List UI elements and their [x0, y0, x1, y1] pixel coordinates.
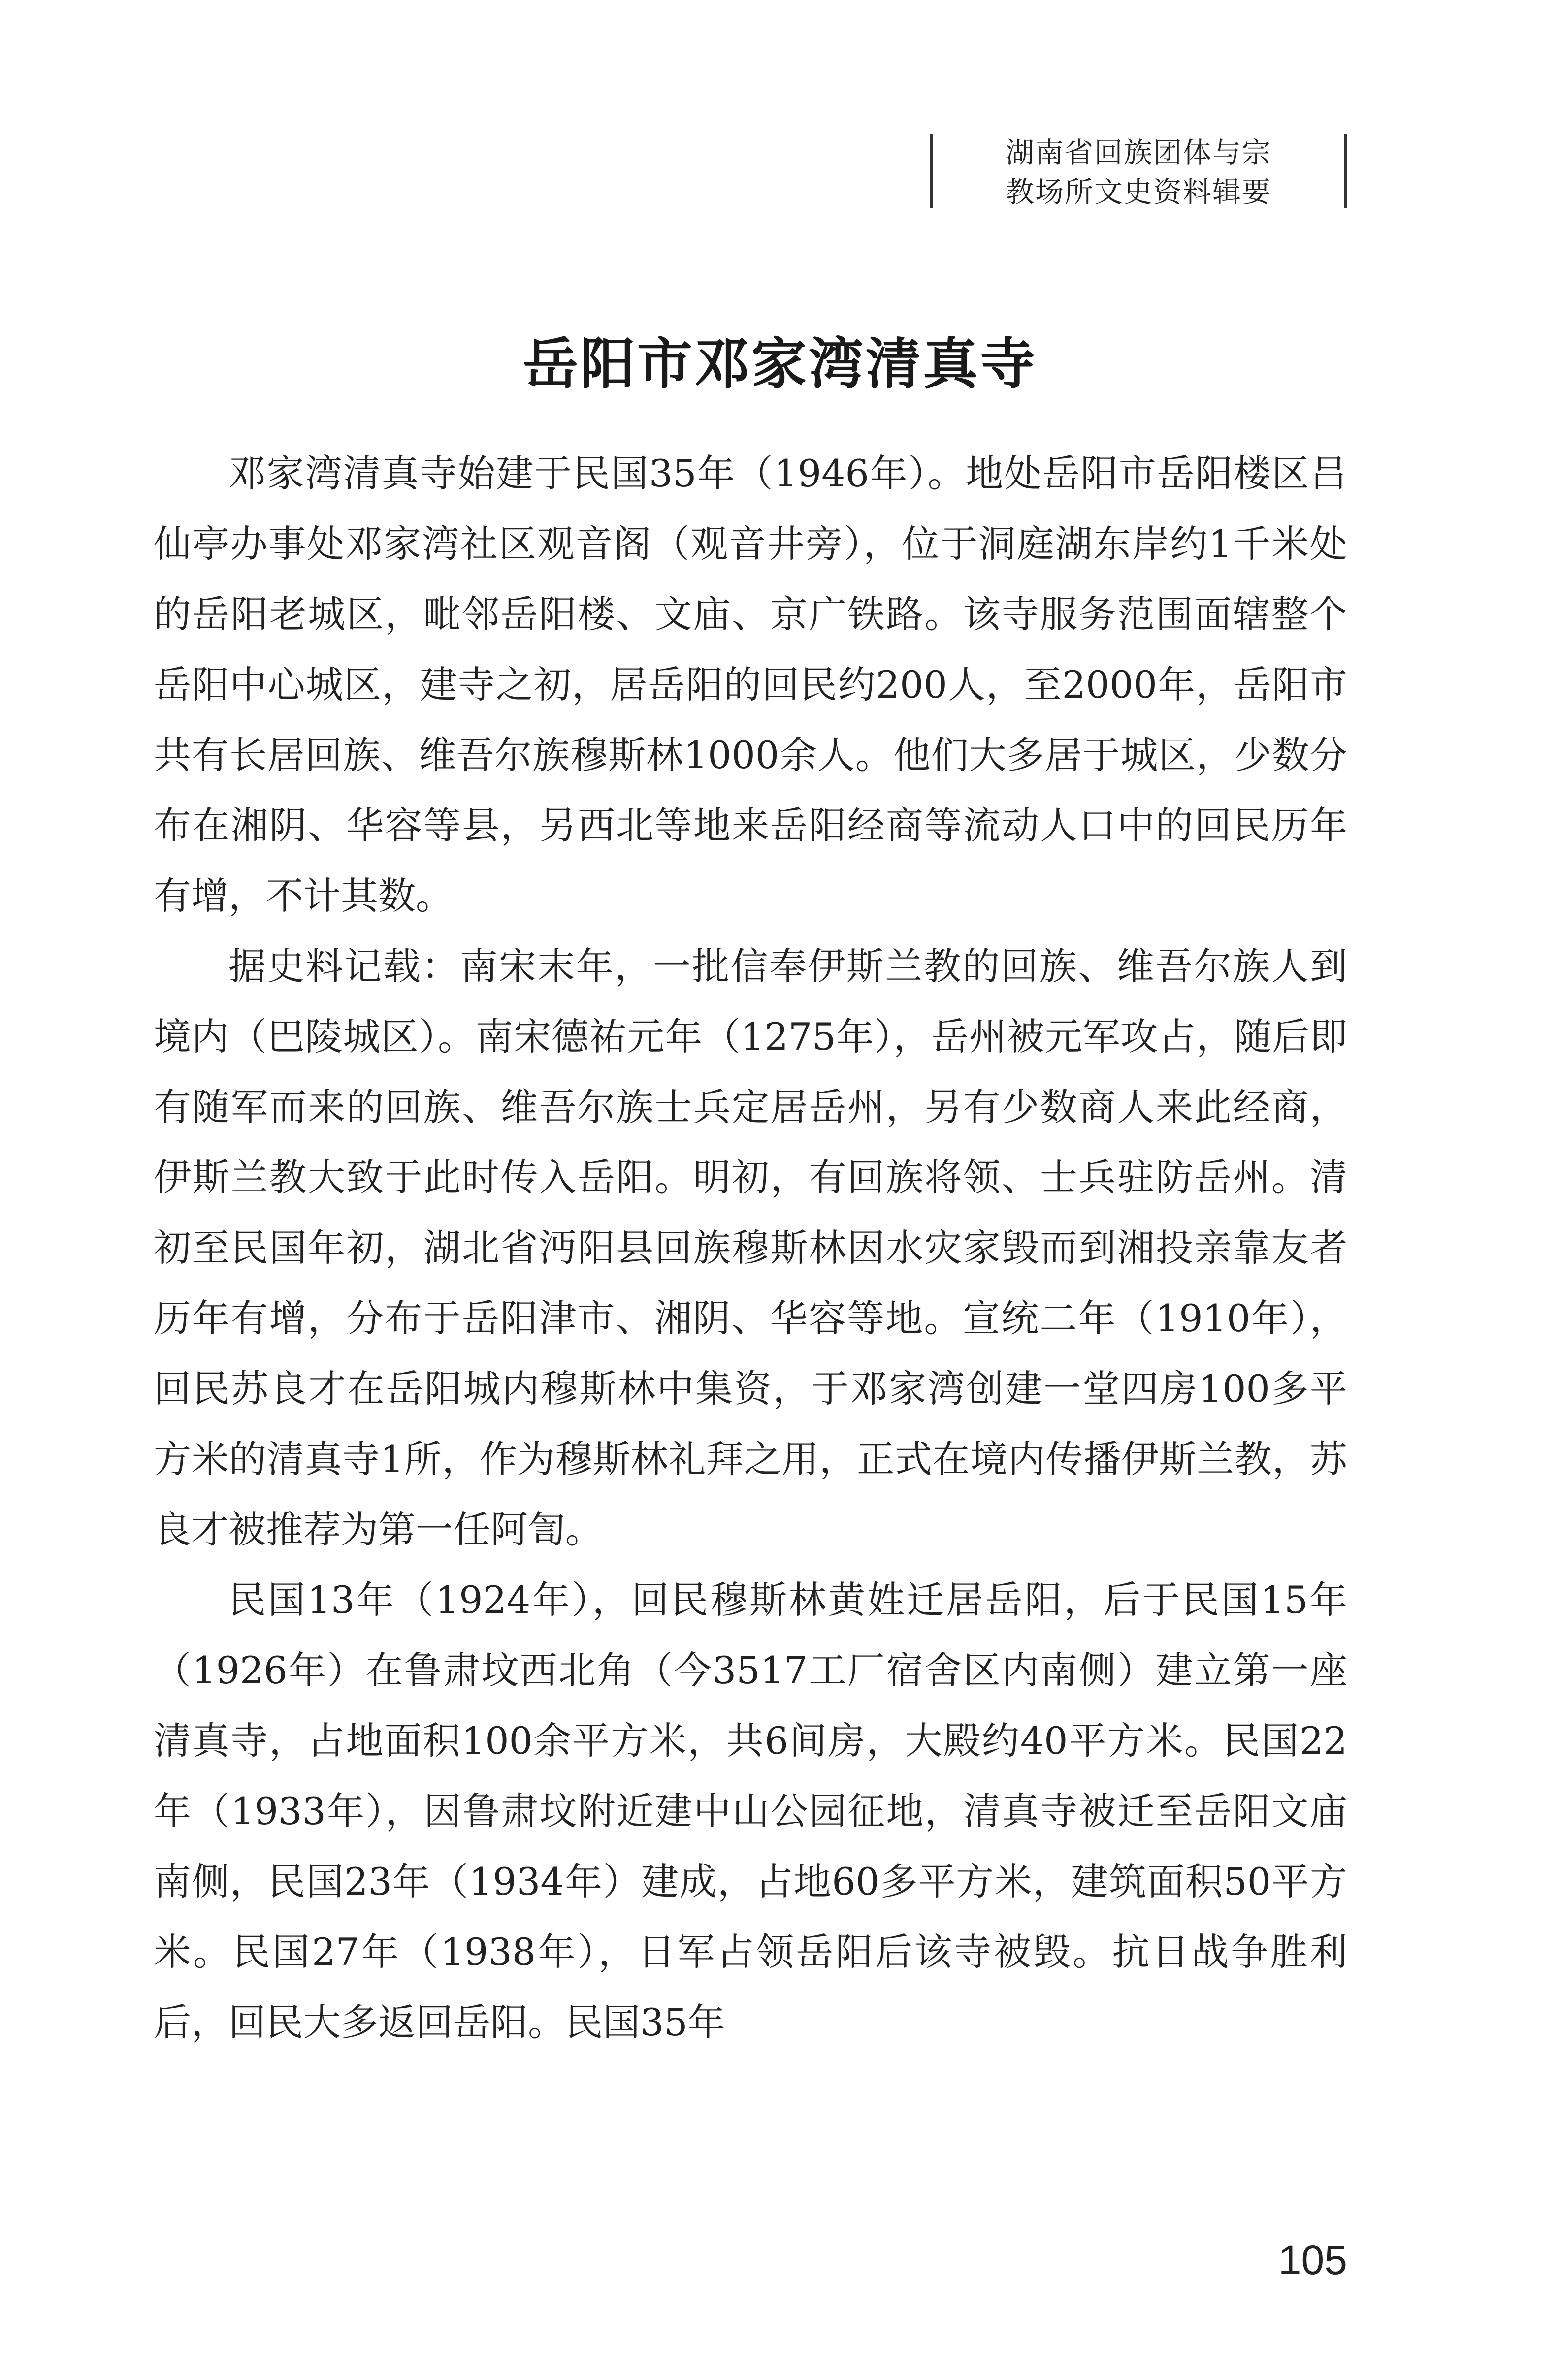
running-header	[930, 129, 1347, 213]
page-number: 105	[1278, 2237, 1347, 2283]
running-header-line-1: 湖南省回族团体与宗	[1005, 136, 1271, 169]
paragraph-2: 据史料记载：南宋末年，一批信奉伊斯兰教的回族、维吾尔族人到境内（巴陵城区）。南宋德祐元年（1275年），岳州被元军攻占，随后即有随军而来的回族、维吾尔族士兵定居岳州，另有少数商人来此经商，伊斯兰教大致于此时传入岳阳。明初，有回族将领、士兵驻防岳州。清初至民国年初，湖北省沔阳县回族穆斯林因水灾家毁而到湘投亲靠友者历年有增，分布于岳阳津市、湘阴、华容等地。宣统二年（1910年），回民苏良才在岳阳城内穆斯林中集资，于邓家湾创建一堂四房100多平方米的清真寺1所，作为穆斯林礼拜之用，正式在境内传播伊斯兰教，苏良才被推荐为第一任阿訇。	[154, 944, 1347, 1551]
paragraph-3: 民国13年（1924年），回民穆斯林黄姓迁居岳阳，后于民国15年（1926年）在鲁肃坟西北角（今3517工厂宿舍区内南侧）建立第一座清真寺，占地面积100余平方米，共6间房，大殿约40平方米。民国22年（1933年），因鲁肃坟附近建中山公园征地，清真寺被迁至岳阳文庙南侧，民国23年（1934年）建成，占地60多平方米，建筑面积50平方米。民国27年（1938年），日军占领岳阳后该寺被毁。抗日战争胜利后，回民大多返回岳阳。民国35年	[154, 1578, 1347, 2044]
header-divider-right	[1344, 134, 1347, 208]
body-text	[154, 438, 1347, 2058]
paragraph-1: 邓家湾清真寺始建于民国35年（1946年）。地处岳阳市岳阳楼区吕仙亭办事处邓家湾社区观音阁（观音井旁），位于洞庭湖东岸约1千米处的岳阳老城区，毗邻岳阳楼、文庙、京广铁路。该寺服务范围面辖整个岳阳中心城区，建寺之初，居岳阳的回民约200人，至2000年，岳阳市共有长居回族、维吾尔族穆斯林1000余人。他们大多居于城区，少数分布在湘阴、华容等县，另西北等地来岳阳经商等流动人口中的回民历年有增，不计其数。	[154, 451, 1347, 918]
running-header-text	[959, 133, 1318, 212]
chapter-title: 岳阳市邓家湾清真寺	[523, 332, 1037, 397]
running-header-line-2: 教场所文史资料辑要	[1005, 175, 1271, 209]
header-divider-left	[930, 134, 933, 208]
